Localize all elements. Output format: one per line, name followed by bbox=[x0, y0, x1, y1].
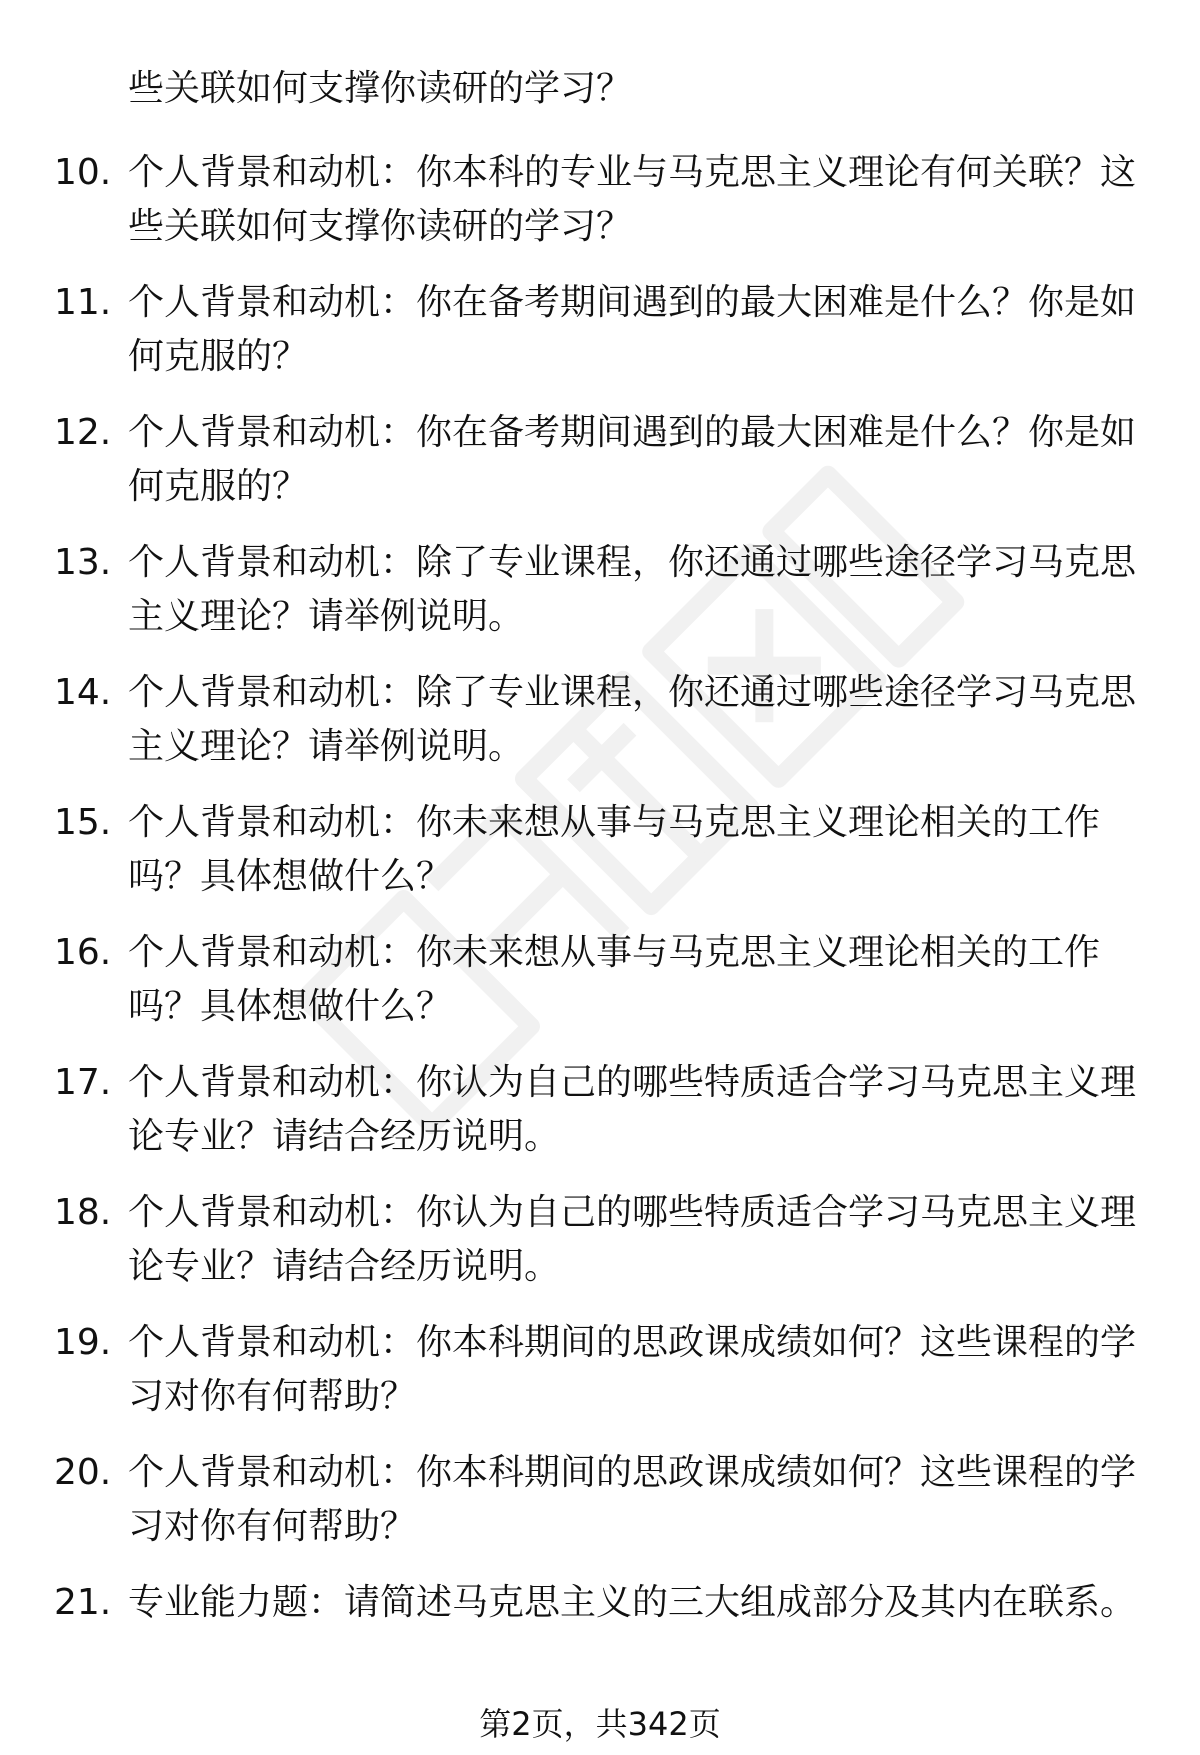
question-number: 16. bbox=[54, 932, 112, 973]
question-text: 专业能力题：请简述马克思主义的三大组成部分及其内在联系。 bbox=[128, 1582, 1137, 1623]
question-text: 个人背景和动机：你在备考期间遇到的最大困难是什么？你是如何克服的？ bbox=[128, 282, 1137, 377]
page-footer: 第2页，共342页 bbox=[479, 1705, 721, 1743]
question-item bbox=[0, 1056, 1200, 1186]
question-number: 11. bbox=[54, 282, 112, 323]
continuation-text: 些关联如何支撑你读研的学习？ bbox=[128, 68, 633, 109]
question-text: 个人背景和动机：你本科的专业与马克思主义理论有何关联？这些关联如何支撑你读研的学习？ bbox=[128, 152, 1137, 247]
question-number: 20. bbox=[54, 1452, 112, 1493]
question-text: 个人背景和动机：你未来想从事与马克思主义理论相关的工作吗？具体想做什么？ bbox=[128, 802, 1101, 897]
question-number: 18. bbox=[54, 1192, 112, 1233]
question-text: 个人背景和动机：你本科期间的思政课成绩如何？这些课程的学习对你有何帮助？ bbox=[128, 1322, 1137, 1417]
question-number: 19. bbox=[54, 1322, 112, 1363]
question-item bbox=[0, 536, 1200, 666]
question-text: 个人背景和动机：你本科期间的思政课成绩如何？这些课程的学习对你有何帮助？ bbox=[128, 1452, 1137, 1547]
question-list bbox=[0, 146, 1200, 1706]
question-number: 12. bbox=[54, 412, 112, 453]
question-item bbox=[0, 276, 1200, 406]
question-number: 21. bbox=[54, 1582, 112, 1623]
question-number: 14. bbox=[54, 672, 112, 713]
question-item bbox=[0, 666, 1200, 796]
question-number: 17. bbox=[54, 1062, 112, 1103]
question-item bbox=[0, 926, 1200, 1056]
question-item bbox=[0, 1576, 1200, 1706]
question-text: 个人背景和动机：你认为自己的哪些特质适合学习马克思主义理论专业？请结合经历说明。 bbox=[128, 1192, 1137, 1287]
question-item bbox=[0, 1186, 1200, 1316]
question-item bbox=[0, 1446, 1200, 1576]
question-text: 个人背景和动机：你认为自己的哪些特质适合学习马克思主义理论专业？请结合经历说明。 bbox=[128, 1062, 1137, 1157]
question-text: 个人背景和动机：除了专业课程，你还通过哪些途径学习马克思主义理论？请举例说明。 bbox=[128, 542, 1137, 637]
question-number: 10. bbox=[54, 152, 112, 193]
question-item bbox=[0, 146, 1200, 276]
question-item bbox=[0, 406, 1200, 536]
question-text: 个人背景和动机：你未来想从事与马克思主义理论相关的工作吗？具体想做什么？ bbox=[128, 932, 1101, 1027]
question-item bbox=[0, 1316, 1200, 1446]
question-item bbox=[0, 796, 1200, 926]
question-text: 个人背景和动机：除了专业课程，你还通过哪些途径学习马克思主义理论？请举例说明。 bbox=[128, 672, 1137, 767]
question-number: 13. bbox=[54, 542, 112, 583]
question-number: 15. bbox=[54, 802, 112, 843]
question-text: 个人背景和动机：你在备考期间遇到的最大困难是什么？你是如何克服的？ bbox=[128, 412, 1137, 507]
